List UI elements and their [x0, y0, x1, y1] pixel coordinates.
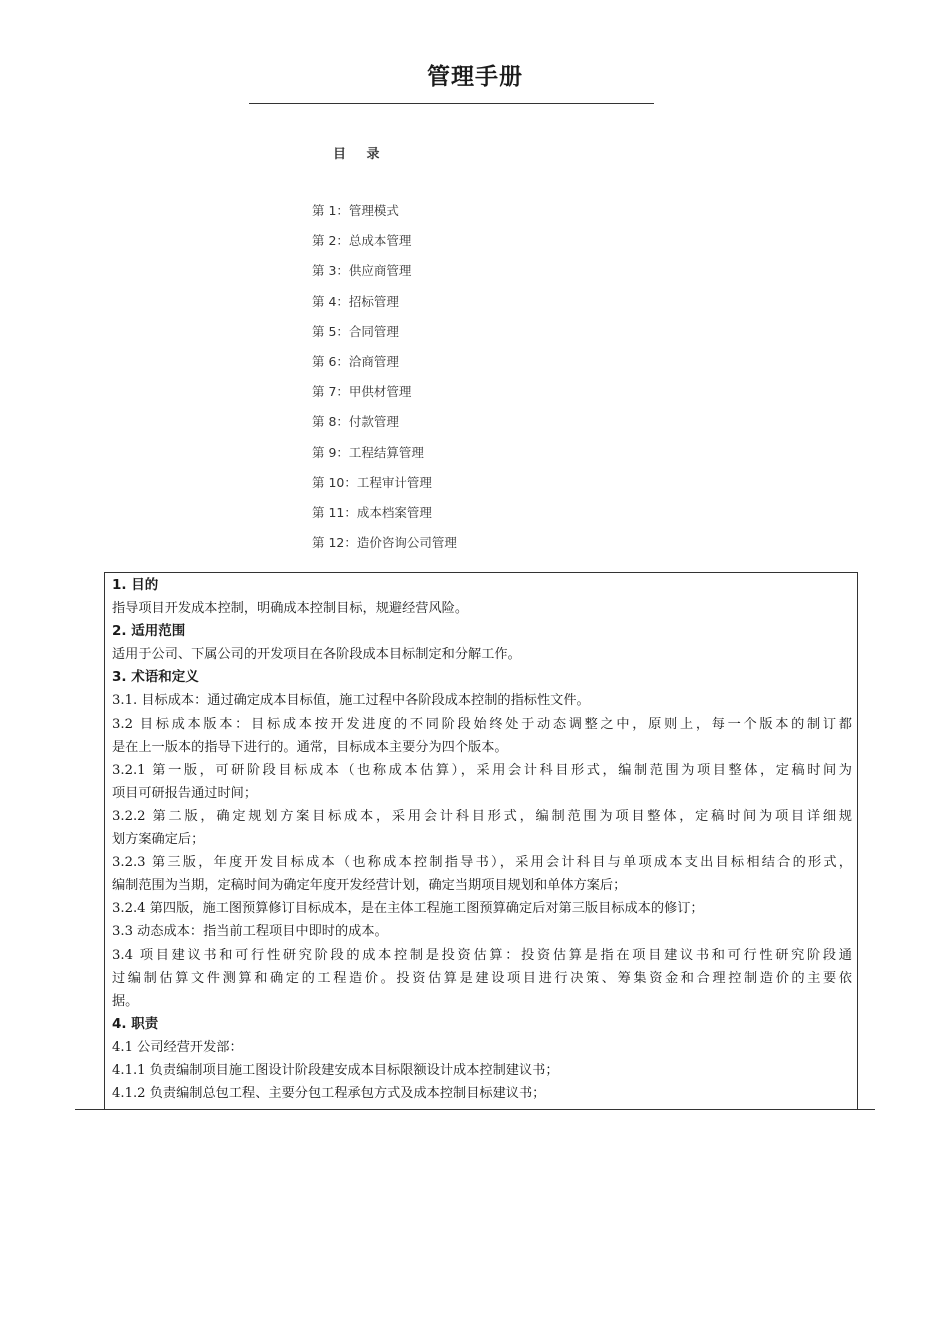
paragraph-line: 3.3 动态成本：指当前工程项目中即时的成本。 — [112, 924, 388, 940]
paragraph-line: 4.1 公司经营开发部： — [112, 1039, 243, 1055]
paragraph-line: 据。 — [112, 993, 139, 1009]
toc-item[interactable]: 第 1：管理模式 — [312, 203, 399, 218]
section-heading-responsibilities: 4. 职责 — [112, 1015, 159, 1032]
toc-item[interactable]: 第 6：洽商管理 — [312, 353, 399, 369]
paragraph-line: 3.2 目标成本版本：目标成本按开发进度的不同阶段始终处于动态调整之中，原则上，每一个版本的制订都 — [112, 716, 852, 732]
page-title: 管理手册 — [427, 64, 523, 90]
section-heading-purpose: 1. 目的 — [112, 577, 159, 593]
bottom-rule — [75, 1109, 875, 1110]
paragraph-line: 3.2.4 第四版，施工图预算修订目标成本，是在主体工程施工图预算确定后对第三版目标成本的修订； — [112, 901, 704, 917]
paragraph-line: 3.1. 目标成本：通过确定成本目标值，施工过程中各阶段成本控制的指标性文件。 — [112, 693, 590, 709]
toc-item[interactable]: 第 5：合同管理 — [312, 323, 399, 339]
toc-item[interactable]: 第 11：成本档案管理 — [312, 504, 432, 520]
content-body — [112, 574, 852, 1105]
paragraph-line: 3.2.2 第二版，确定规划方案目标成本，采用会计科目形式，编制范围为项目整体，定稿时间为项目详细规 — [112, 808, 852, 824]
paragraph-line: 4.1.2 负责编制总包工程、主要分包工程承包方式及成本控制目标建议书； — [112, 1086, 546, 1102]
section-heading-terms: 3. 术语和定义 — [112, 669, 199, 686]
paragraph-line: 编制范围为当期，定稿时间为确定年度开发经营计划，确定当期项目规划和单体方案后； — [112, 878, 627, 894]
toc-item[interactable]: 第 12：造价咨询公司管理 — [312, 535, 457, 551]
toc-item[interactable]: 第 9：工程结算管理 — [312, 444, 424, 460]
paragraph-line: 指导项目开发成本控制，明确成本控制目标，规避经营风险。 — [112, 601, 469, 617]
paragraph-line: 项目可研报告通过时间； — [112, 785, 258, 801]
paragraph-line: 是在上一版本的指导下进行的。通常，目标成本主要分为四个版本。 — [112, 739, 508, 755]
toc-item[interactable]: 第 7：甲供材管理 — [312, 384, 412, 400]
header-rule — [249, 103, 654, 104]
toc-heading: 目 录 — [333, 147, 380, 162]
toc-item[interactable]: 第 4：招标管理 — [312, 293, 399, 309]
section-heading-scope: 2. 适用范围 — [112, 623, 186, 640]
paragraph-line: 3.2.1 第一版，可研阶段目标成本（也称成本估算），采用会计科目形式，编制范围为项目整体，定稿时间为 — [112, 762, 852, 778]
paragraph-line: 过编制估算文件测算和确定的工程造价。投资估算是建设项目进行决策、筹集资金和合理控制造价的主要依 — [112, 970, 852, 986]
table-of-contents — [312, 200, 457, 562]
paragraph-line: 3.2.3 第三版，年度开发目标成本（也称成本控制指导书），采用会计科目与单项成本支出目标相结合的形式， — [112, 855, 852, 871]
paragraph-line: 适用于公司、下属公司的开发项目在各阶段成本目标制定和分解工作。 — [112, 647, 521, 663]
toc-item[interactable]: 第 2：总成本管理 — [312, 233, 412, 249]
paragraph-line: 划方案确定后； — [112, 832, 205, 848]
toc-item[interactable]: 第 3：供应商管理 — [312, 263, 412, 279]
toc-item[interactable]: 第 8：付款管理 — [312, 414, 399, 430]
paragraph-line: 4.1.1 负责编制项目施工图设计阶段建安成本目标限额设计成本控制建议书； — [112, 1062, 559, 1078]
toc-item[interactable]: 第 10：工程审计管理 — [312, 474, 432, 490]
paragraph-line: 3.4 项目建议书和可行性研究阶段的成本控制是投资估算：投资估算是指在项目建议书和可行性研究阶段通 — [112, 947, 852, 963]
